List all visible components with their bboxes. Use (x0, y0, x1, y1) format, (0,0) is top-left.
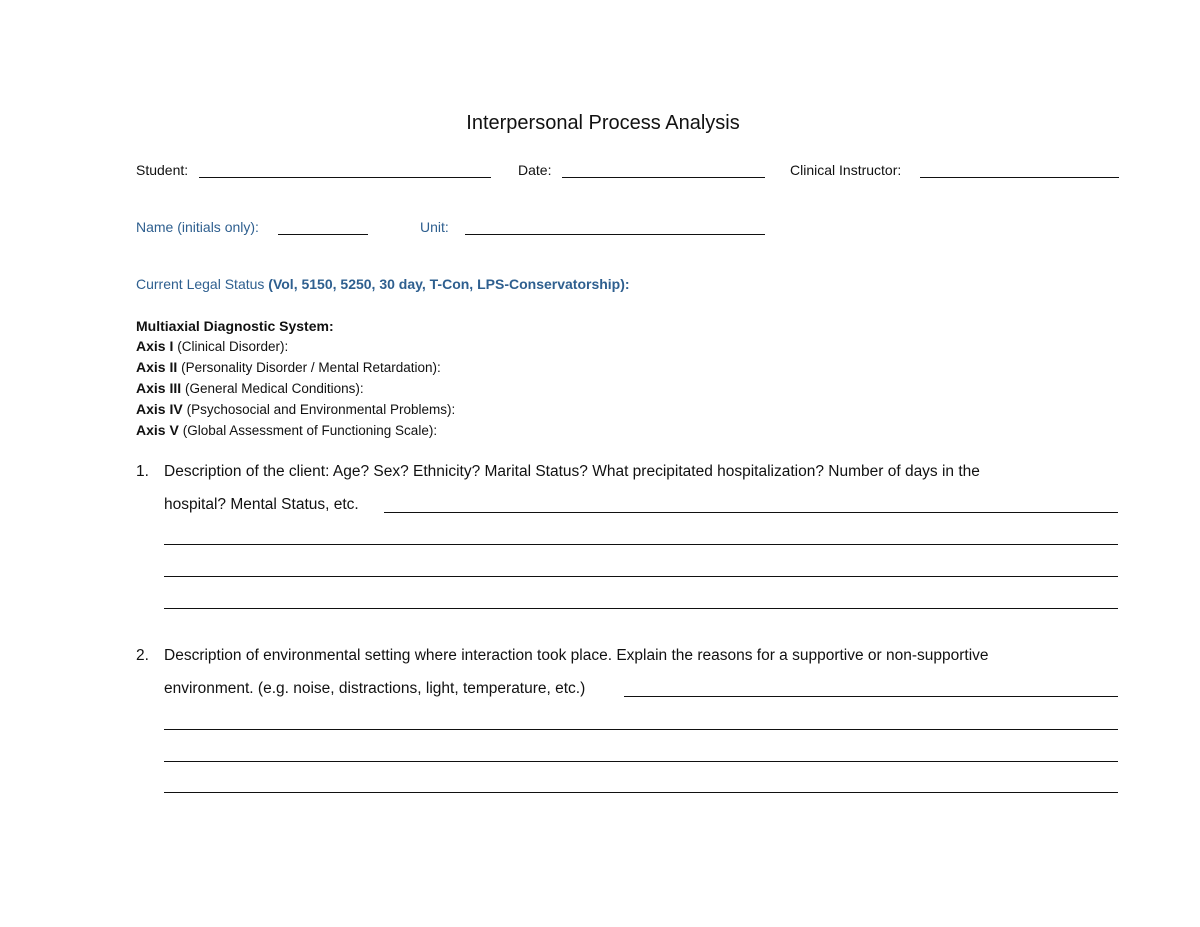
multiaxial-diagnostic-section (136, 316, 455, 441)
axis-row (136, 420, 455, 441)
unit-label: Unit: (420, 219, 449, 235)
axis-desc: (Clinical Disorder): (177, 339, 289, 354)
date-label: Date: (518, 162, 552, 178)
axis-name: Axis I (136, 338, 174, 354)
axis-row (136, 378, 455, 399)
clinical-instructor-field[interactable] (920, 163, 1119, 178)
legal-status-prefix: Current Legal Status (136, 276, 265, 292)
answer-line[interactable] (164, 530, 1118, 545)
axis-row (136, 336, 455, 357)
answer-line[interactable] (164, 778, 1118, 793)
name-initials-field[interactable] (278, 220, 368, 235)
question-text: Description of environmental setting where interaction took place. Explain the reasons for a supportive or non-supportive (164, 647, 989, 664)
axis-name: Axis V (136, 422, 179, 438)
question-number: 2. (136, 647, 149, 664)
axis-name: Axis III (136, 380, 182, 396)
answer-line[interactable] (384, 496, 1118, 513)
answer-line[interactable] (164, 562, 1118, 577)
student-field[interactable] (199, 163, 491, 178)
answer-line[interactable] (164, 747, 1118, 762)
answer-line[interactable] (624, 680, 1118, 697)
axis-name: Axis II (136, 359, 178, 375)
axis-name: Axis IV (136, 401, 183, 417)
legal-status-label (136, 276, 630, 292)
page-title: Interpersonal Process Analysis (466, 112, 740, 134)
clinical-instructor-label: Clinical Instructor: (790, 162, 902, 178)
diagnostic-heading: Multiaxial Diagnostic System: (136, 318, 334, 334)
student-label: Student: (136, 162, 189, 178)
date-field[interactable] (562, 163, 765, 178)
answer-line[interactable] (164, 594, 1118, 609)
axis-desc: (Global Assessment of Functioning Scale): (182, 423, 438, 438)
axis-desc: (Personality Disorder / Mental Retardation): (181, 360, 441, 375)
axis-row (136, 399, 455, 420)
question-text: environment. (e.g. noise, distractions, light, temperature, etc.) (164, 680, 586, 697)
unit-field[interactable] (465, 220, 765, 235)
axis-desc: (Psychosocial and Environmental Problems): (186, 402, 456, 417)
legal-status-options: (Vol, 5150, 5250, 30 day, T-Con, LPS-Conservatorship): (268, 276, 630, 292)
axis-desc: (General Medical Conditions): (185, 381, 364, 396)
question-text: Description of the client: Age? Sex? Ethnicity? Marital Status? What precipitated hospitalization? Number of days in the (164, 463, 980, 480)
question-number: 1. (136, 463, 149, 480)
answer-line[interactable] (164, 715, 1118, 730)
question-text: hospital? Mental Status, etc. (164, 496, 359, 513)
name-initials-label: Name (initials only): (136, 219, 259, 235)
axis-row (136, 357, 455, 378)
